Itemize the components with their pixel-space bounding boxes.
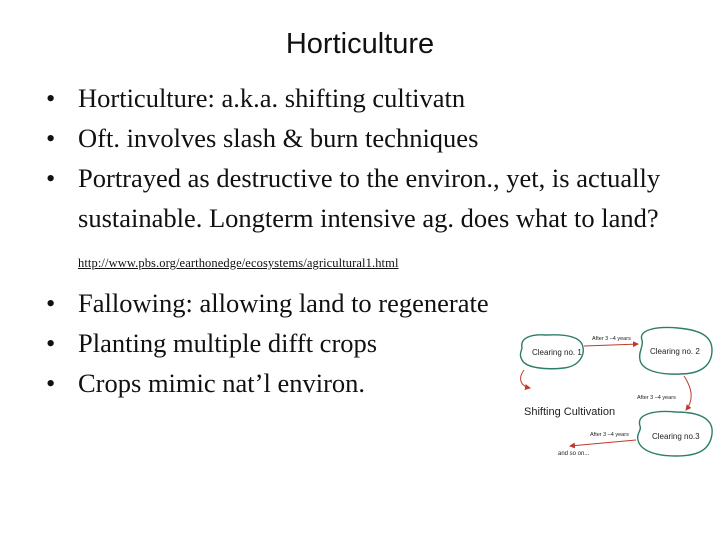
diagram-svg: [516, 322, 716, 484]
bullet-text: Oft. involves slash & burn techniques: [78, 123, 479, 153]
pbs-link[interactable]: http://www.pbs.org/earthonedge/ecosystems/agricultural1.html: [78, 256, 399, 270]
return-arrow: [521, 370, 530, 388]
bullet-item: [46, 118, 706, 158]
shifting-cultivation-diagram: [516, 322, 716, 484]
arrow-2: [684, 376, 691, 410]
bullet-icon: •: [46, 288, 56, 318]
arrow-1: [584, 344, 638, 346]
bullet-text: Crops mimic nat’l environ.: [78, 368, 366, 398]
arrow-3: [570, 440, 636, 446]
and-so-on-label: and so on...: [558, 451, 590, 457]
clearing-2-label: Clearing no. 2: [650, 347, 700, 356]
diagram-title: Shifting Cultivation: [524, 406, 616, 418]
bullet-text: Fallowing: allowing land to regenerate: [78, 288, 489, 318]
slide-title: Horticulture: [285, 28, 435, 60]
bullet-icon: •: [46, 83, 56, 113]
bullet-item: [46, 283, 706, 323]
arrow-3-label: After 3 –4 years: [590, 432, 629, 438]
bullet-text: Portrayed as destructive to the environ., yet, is actually sustainable. Longterm intensive ag. does what to land?: [78, 163, 661, 233]
arrow-2-label: After 3 –4 years: [637, 395, 676, 401]
bullet-icon: •: [46, 328, 56, 358]
bullet-text: Horticulture: a.k.a. shifting cultivatn: [78, 83, 466, 113]
clearing-3-label: Clearing no.3: [652, 432, 700, 441]
bullet-text: Planting multiple difft crops: [78, 328, 378, 358]
bullet-item: [46, 78, 706, 118]
bullet-item: [46, 158, 706, 283]
clearing-1-label: Clearing no. 1: [532, 348, 582, 357]
bullet-icon: •: [46, 163, 56, 193]
arrow-1-label: After 3 –4 years: [592, 336, 631, 342]
bullet-icon: •: [46, 368, 56, 398]
bullet-icon: •: [46, 123, 56, 153]
